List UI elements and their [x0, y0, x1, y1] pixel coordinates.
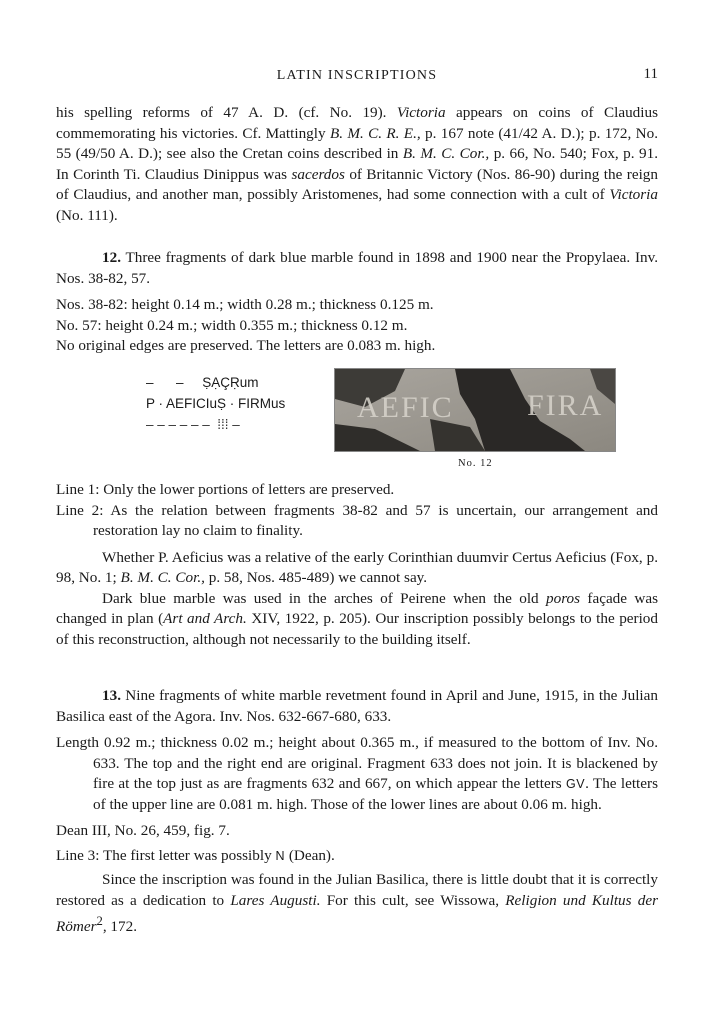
inscription-restoration — [146, 372, 366, 435]
running-head: LATIN INSCRIPTIONS — [276, 68, 438, 83]
inscription-photo-image — [335, 369, 615, 451]
entry-13-dims: Length 0.92 m.; thickness 0.02 m.; height about 0.365 m., if measured to the bottom of Inv. No. 633. The top and the right end are original. Fragment 633 does not join. It is blackened by fire at the top just as are fragments 632 and 667, on which appear the letters GV. The letters of the upper line are 0.081 m. high. Those of the lower lines are about 0.06 m. high. — [56, 734, 658, 813]
entry-12-paragraph-2: Dark blue marble was used in the arches of Peirene when the old poros façade was changed in plan (Art and Arch. XIV, 1922, p. 205). Our inscription possibly belongs to the period of this reconstruction, although not necessarily to the building itself. — [56, 589, 658, 648]
page-header — [56, 66, 658, 88]
entry-12-notes — [56, 480, 658, 650]
inscription-photo — [334, 368, 616, 452]
figure-caption: No. 12 — [458, 458, 493, 469]
photo-letters-left: AEFIC — [357, 391, 454, 424]
entry-12-note-line-2: Line 2: As the relation between fragments 38-82 and 57 is uncertain, our arrangement and restoration lay no claim to finality. — [56, 501, 658, 539]
entry-13-intro-text: Nine fragments of white marble revetment found in April and June, 1915, in the Julian Basilica east of the Agora. Inv. Nos. 632-667-680, 633. — [56, 687, 658, 725]
restoration-line-3: – – – – – – ⁞⁞⁞ – — [146, 417, 240, 432]
entry-13-reference: Dean III, No. 26, 459, fig. 7. — [56, 822, 230, 839]
entry-12-number: 12. — [102, 249, 121, 266]
entry-12-figure — [56, 364, 658, 476]
page-number: 11 — [643, 66, 658, 82]
entry-13-note: Line 3: The first letter was possibly N (Dean). — [56, 846, 335, 864]
entry-13-paragraph: Since the inscription was found in the Julian Basilica, there is little doubt that it is correctly restored as a dedication to Lares Augusti. For this cult, see Wissowa, Religion und Kultus der Römer$^2$, 172. — [56, 871, 658, 936]
entry-12-dims-3: No original edges are preserved. The letters are 0.083 m. high. — [56, 337, 436, 354]
entry-12-paragraph-1: Whether P. Aeficius was a relative of the early Corinthian duumvir Certus Aeficius (Fox, p. 98, No. 1; B. M. C. Cor., p. 58, Nos. 485-489) we cannot say. — [56, 548, 658, 586]
intro-paragraph: his spelling reforms of 47 A. D. (cf. No. 19). Victoria appears on coins of Claudius commemorating his victories. Cf. Mattingly B. M. C. R. E., p. 167 note (41/42 A. D.); p. 172, No. 55 (49/50 A. D.); see also the Cretan coins described in B. M. C. Cor., p. 66, No. 540; Fox, p. 91. In Corinth Ti. Claudius Dinippus was sacerdos of Britannic Victory (Nos. 86-90) during the reign of Claudius, and another man, possibly Aristomenes, had some connection with a cult of Victoria (No. 111). — [56, 104, 659, 224]
entry-13-number: 13. — [102, 687, 121, 704]
entry-12 — [56, 248, 658, 357]
intro-paragraph-block — [56, 103, 658, 226]
photo-letters-right: FIRA — [527, 389, 604, 422]
entry-12-dims-1: Nos. 38-82: height 0.14 m.; width 0.28 m.; thickness 0.125 m. — [56, 296, 434, 313]
restoration-line-1: – – ṢẠÇṚum — [146, 375, 259, 390]
entry-12-dims-2: No. 57: height 0.24 m.; width 0.355 m.; thickness 0.12 m. — [56, 316, 408, 334]
entry-13-intro — [56, 686, 658, 727]
entry-12-intro-text: Three fragments of dark blue marble found in 1898 and 1900 near the Propylaea. Inv. Nos. 38-82, 57. — [56, 249, 659, 287]
restoration-line-2: P · AEFICIuṢ · FIRMus — [146, 396, 286, 411]
entry-12-intro — [56, 248, 658, 289]
entry-12-note-line-1: Line 1: Only the lower portions of letters are preserved. — [56, 481, 395, 498]
entry-13 — [56, 686, 658, 938]
